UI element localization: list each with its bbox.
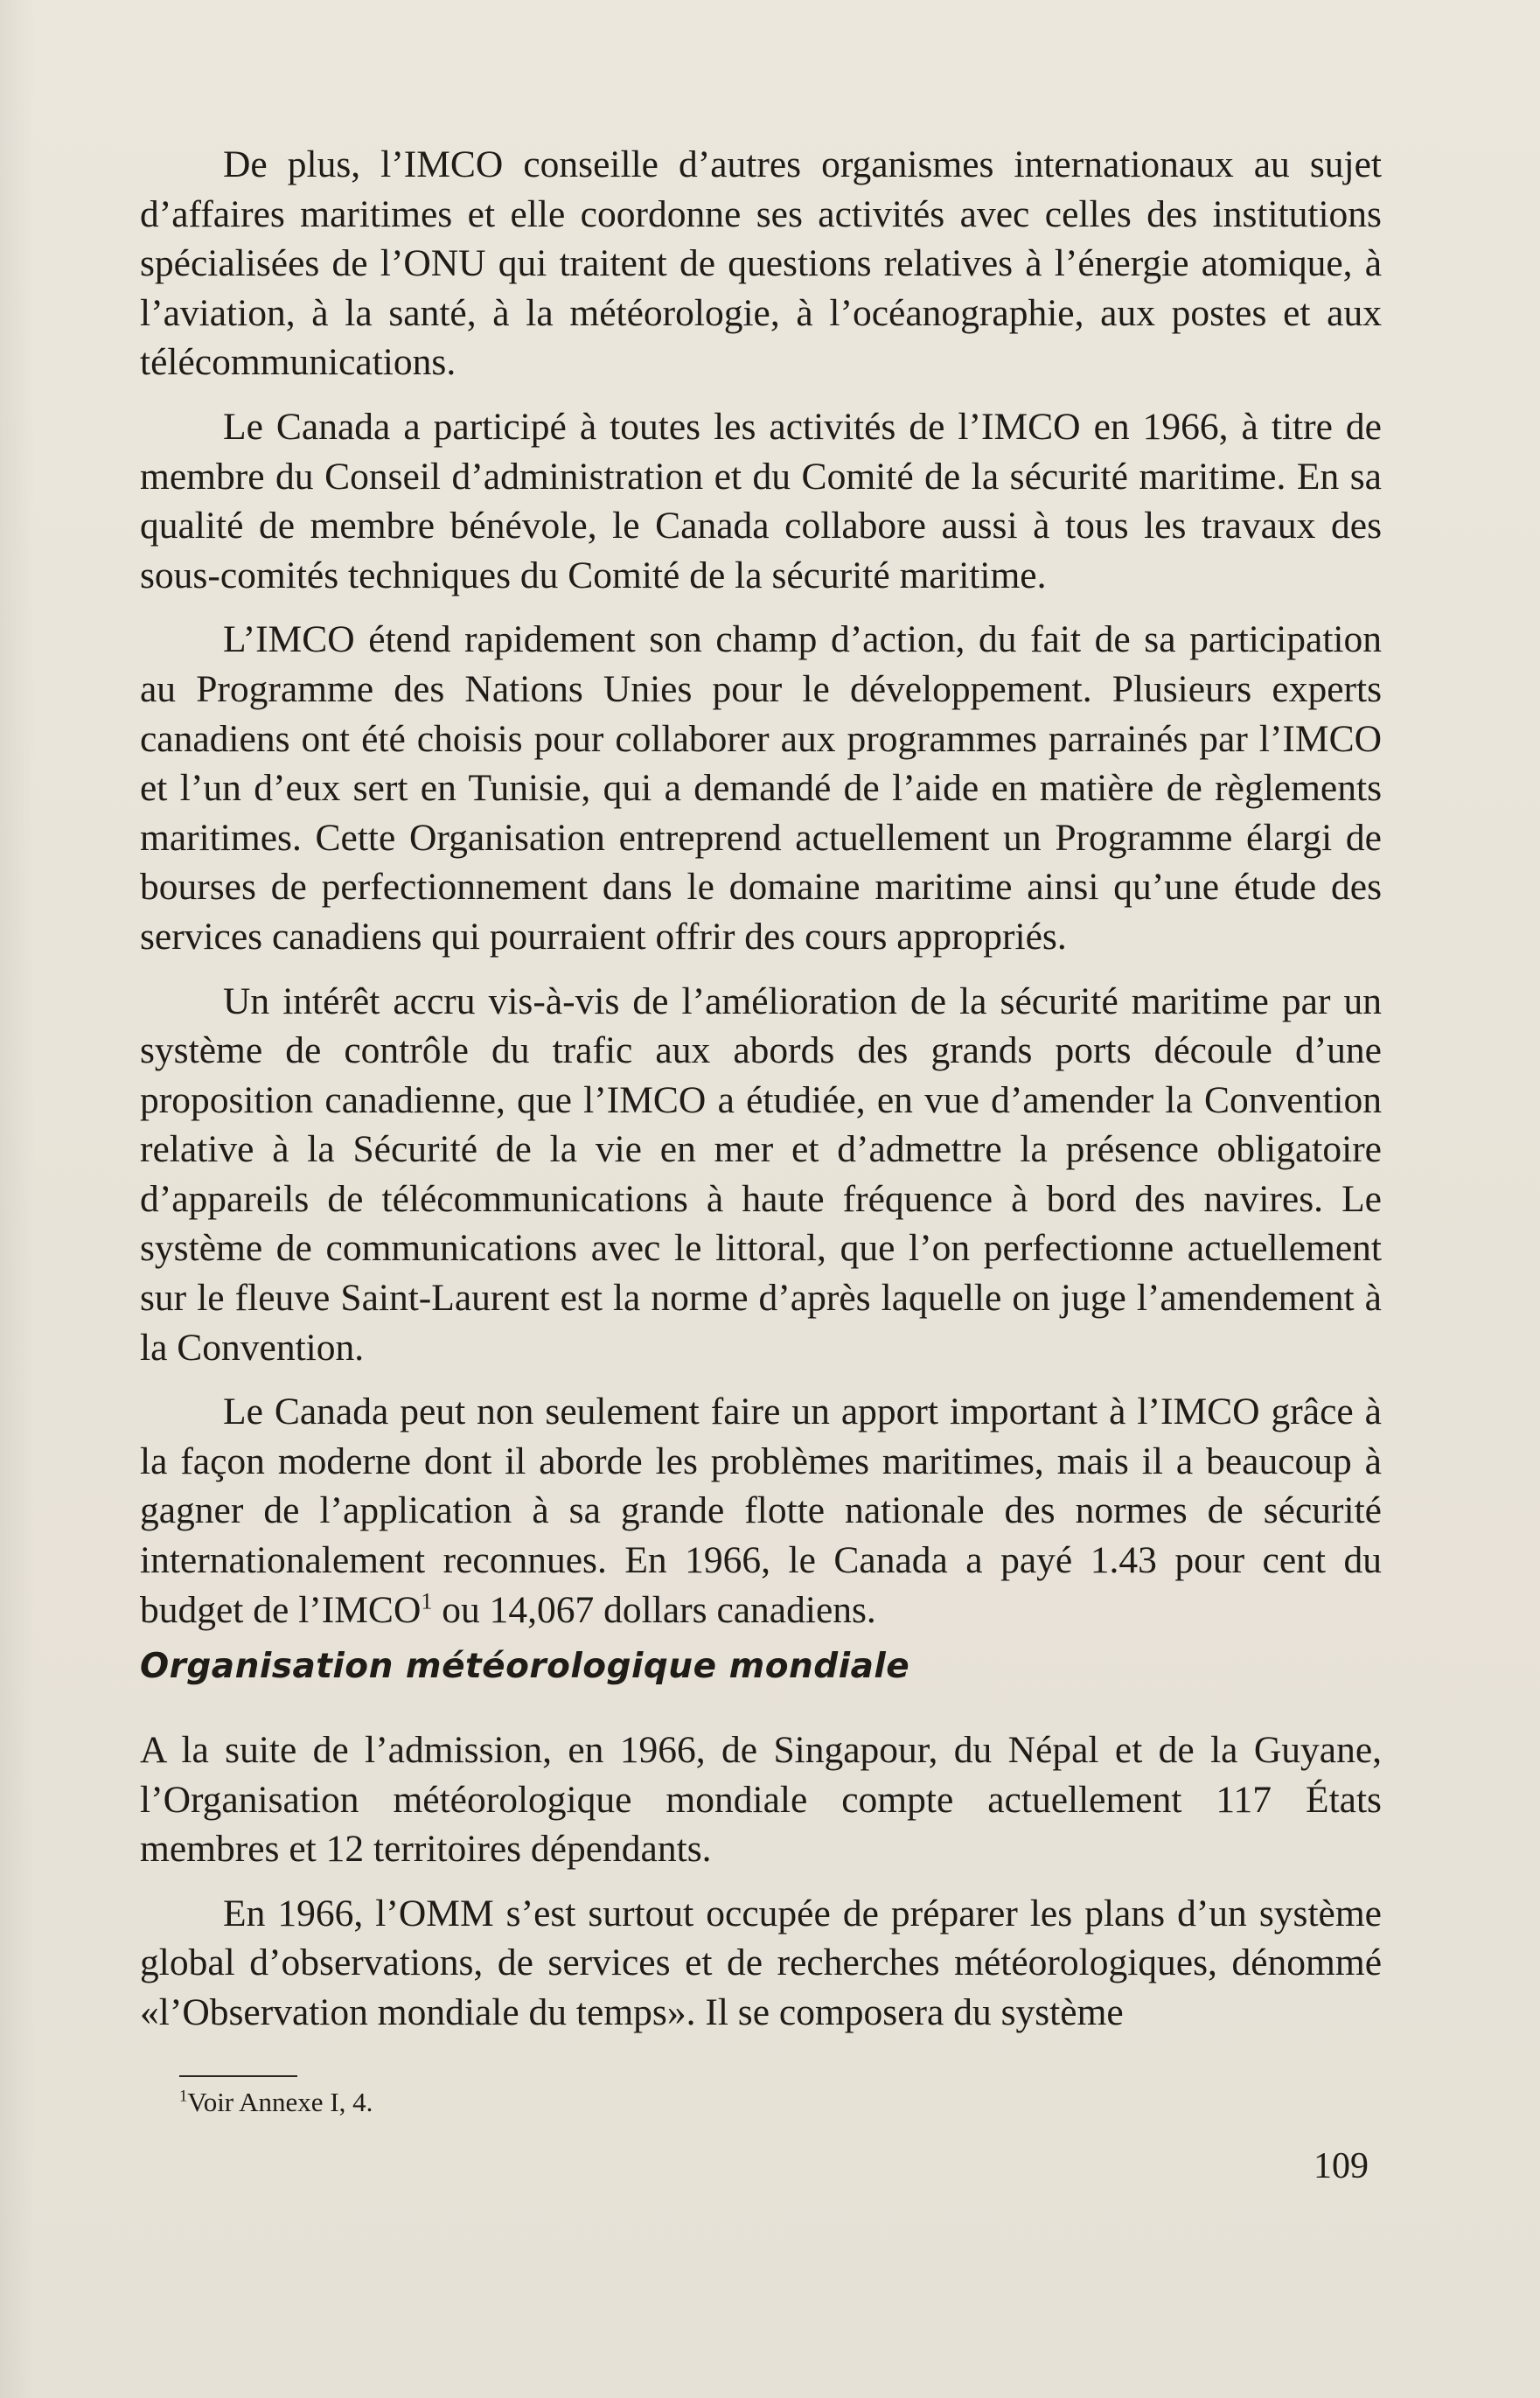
paragraph-canada-contribution-tail: ou 14,067 dollars canadiens. [432, 1588, 876, 1631]
footnote-marker: 1 [179, 2087, 188, 2106]
section-text-block [140, 1725, 1382, 2038]
paragraph-imco-expansion: L’IMCO étend rapidement son champ d’action, du fait de sa participation au Programme des Nations Unies pour le développement. Plusieurs experts canadiens ont été choisis pour collaborer aux programmes parrainés par l’IMCO et l’un d’eux sert en Tunisie, qui a demandé de l’aide en matière de règlements maritimes. Cette Organisation entreprend actuellement un Programme élargi de bourses de perfectionnement dans le domaine maritime ainsi qu’une étude des services canadiens qui pourraient offrir des cours appropriés. [140, 618, 1382, 958]
footnote-divider [179, 2075, 297, 2077]
paragraph-imco-coordination: De plus, l’IMCO conseille d’autres organismes internationaux au sujet d’affaires maritimes et elle coordonne ses activités avec celles des institutions spécialisées de l’ONU qui traitent de questions relatives à l’énergie atomique, à l’aviation, à la santé, à la météorologie, à l’océanographie, aux postes et aux télécommunications. [140, 143, 1382, 384]
paragraph-omm-plans: En 1966, l’OMM s’est surtout occupée de préparer les plans d’un système global d’observations, de services et de recherches météorologiques, dénommé «l’Observation mondiale du temps». Il se composera du système [140, 1892, 1382, 2033]
paragraph-canada-contribution-text: Le Canada peut non seulement faire un apport important à l’IMCO grâce à la façon moderne dont il aborde les problèmes maritimes, mais il a beaucoup à gagner de l’application à sa grande flotte nationale des normes de sécurité internationalement reconnues. En 1966, le Canada a payé 1.43 pour cent du budget de l’IMCO [140, 1391, 1382, 1631]
page-number: 109 [1314, 2146, 1369, 2186]
paragraph-omm-members: A la suite de l’admission, en 1966, de Singapour, du Népal et de la Guyane, l’Organisation météorologique mondiale compte actuellement 117 États membres et 12 territoires dépendants. [140, 1729, 1382, 1871]
footnote-text: Voir Annexe I, 4. [187, 2087, 373, 2117]
section-heading-omm: Organisation météorologique mondiale [140, 1647, 910, 1686]
main-text-block [140, 140, 1382, 1635]
footnote-reference: 1 [421, 1588, 433, 1614]
paragraph-canada-contribution [140, 1387, 1382, 1635]
footnote [179, 2085, 373, 2120]
paragraph-traffic-control-proposal: Un intérêt accru vis-à-vis de l’amélioration de la sécurité maritime par un système de contrôle du trafic aux abords des grands ports découle d’une proposition canadienne, que l’IMCO a étudiée, en vue d’amender la Convention relative à la Sécurité de la vie en mer et d’admettre la présence obligatoire d’appareils de télécommunications à haute fréquence à bord des navires. Le système de communications avec le littoral, que l’on perfectionne actuellement sur le fleuve Saint-Laurent est la norme d’après laquelle on juge l’amendement à la Convention. [140, 979, 1382, 1369]
paragraph-canada-participation: Le Canada a participé à toutes les activités de l’IMCO en 1966, à titre de membre du Conseil d’administration et du Comité de la sécurité maritime. En sa qualité de membre bénévole, le Canada collabore aussi à tous les travaux des sous-comités techniques du Comité de la sécurité maritime. [140, 405, 1382, 596]
